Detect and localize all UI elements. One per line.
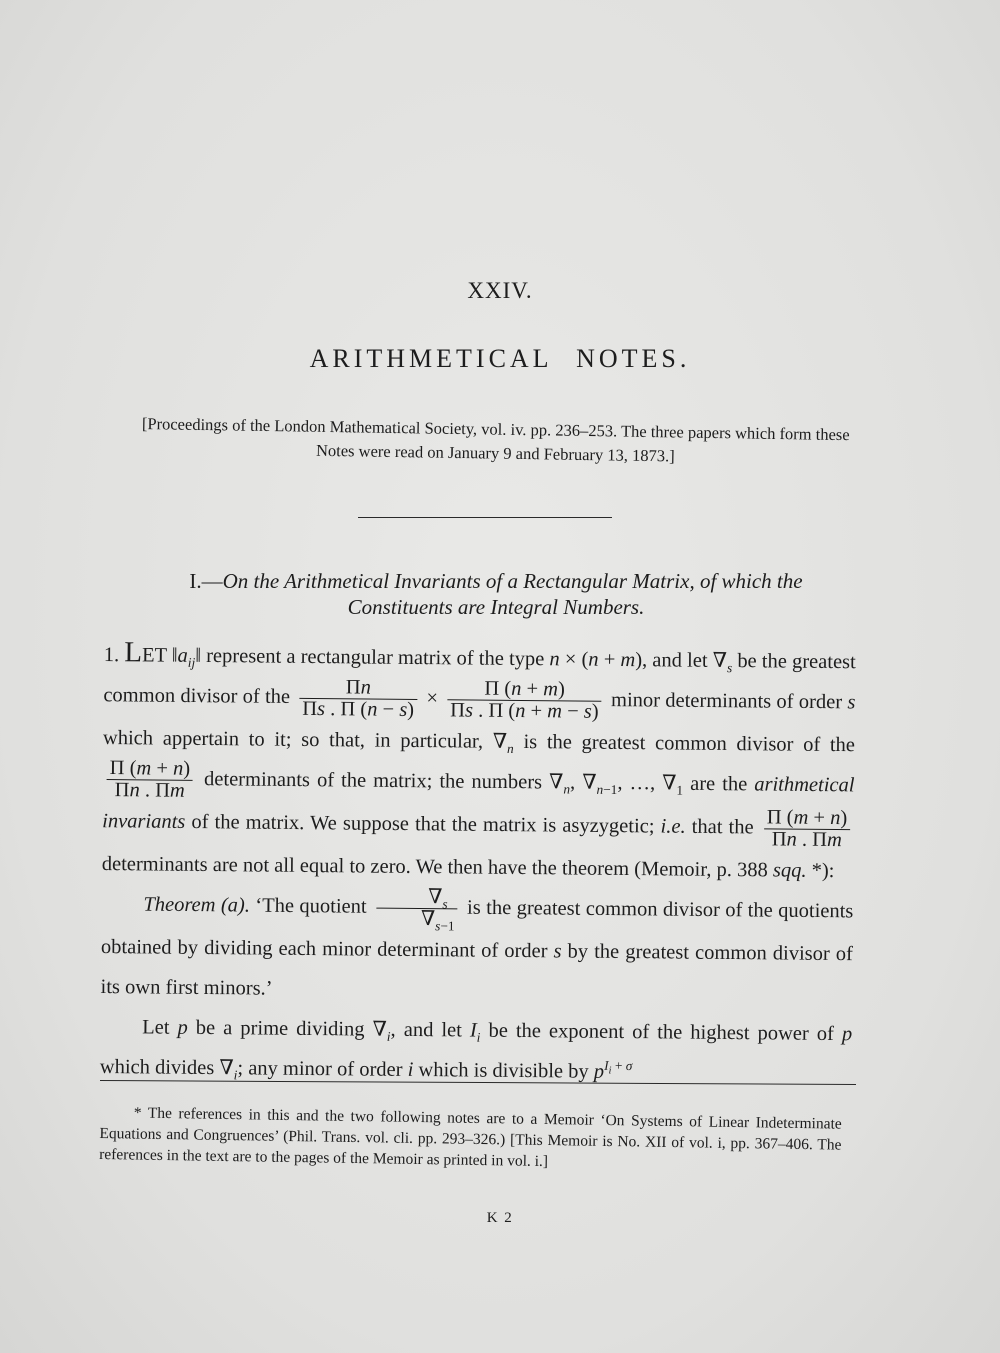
math-fraction: $\frac{\nabla_s}{\nabla_{s-1}}$ [376, 887, 458, 931]
paragraph-text: Let [142, 1016, 178, 1039]
paragraph-text: , and let [390, 1018, 471, 1042]
dropcap: L [124, 636, 143, 669]
italic-abbrev: i.e. [660, 815, 686, 838]
paragraph-text: be a prime dividing [187, 1016, 373, 1041]
math-power: $p^{I_i + \sigma}$ [593, 1057, 633, 1083]
math-nabla-n: $\nabla_n$ [492, 730, 514, 757]
math-var: p [841, 1023, 853, 1046]
math-var: p [177, 1016, 188, 1039]
body-text [100, 632, 856, 1094]
paragraph-text: , and let [641, 649, 713, 672]
paragraph-text: of the matrix. We suppose that the matrix is asyzygetic; [185, 810, 661, 838]
math-var: s [553, 940, 562, 963]
paragraph-text: is the greatest common divisor of the [513, 730, 856, 757]
math-var: s [847, 691, 856, 714]
paragraph-text: that the [685, 815, 760, 839]
paper-title: ARITHMETICAL NOTES. [309, 344, 691, 373]
paragraph-number: 1. [103, 643, 120, 667]
math-fraction: $\frac{\Pi (n + m)}{\Pi s . \Pi (n + m - s)}$ [447, 678, 602, 722]
paragraph-text: minor determinants of order [605, 689, 848, 714]
theorem-text: is the greatest common divisor of the quotients obtained by dividing each minor determinant of order [100, 896, 854, 963]
math-fraction: $\frac{\Pi n}{\Pi s . \Pi (n - s)}$ [299, 677, 417, 721]
smallcaps-word: ET [141, 644, 167, 667]
math-fraction: $\frac{\Pi (m + n)}{\Pi n . \Pi m}$ [106, 758, 193, 802]
italic-abbrev: sqq. [772, 859, 807, 882]
paragraph-text: are the [683, 772, 755, 796]
source-note: [Proceedings of the London Mathematical Society, vol. iv. pp. 236–253. The three papers which form these Notes were read on January 9 and February 13, 1873.] [141, 414, 850, 466]
paragraph-text: *): [806, 859, 835, 883]
theorem-label: Theorem (a). [143, 893, 251, 917]
italic-term: arithmetical invariants [102, 773, 855, 833]
section-heading-number: I.— [189, 569, 223, 593]
paragraph-text: represent a rectangular matrix of the type [200, 644, 550, 671]
page-signature: K 2 [486, 1210, 514, 1226]
theorem-text: ‘The quotient [249, 894, 373, 918]
paragraph-text: which appertain to it; so that, in particular, [102, 726, 493, 753]
paragraph-text: determinants are not all equal to zero. We then have the theorem (Memoir, p. 388 [101, 852, 774, 882]
section-heading-text: On the Arithmetical Invariants of a Rectangular Matrix, of which the Constituents are Integral Numbers. [222, 569, 803, 619]
paragraph-text: be the exponent of the highest power of [480, 1019, 843, 1046]
paragraph-1: 1. LET $‖a_{ij}‖$ represent a rectangular matrix of the type n × (n + m), and let $\nabla_s$ be the greatest common divisor of the $\frac{\Pi n}{\Pi s . \Pi (n - s)}$ × $\frac{\Pi (n + m)}{\Pi s . \Pi (n + m - s)}$ minor determinants of order s which appertain to it; so that, in particular, $\nabla_n$ is the greatest common divisor of the $\frac{\Pi (m + n)}{\Pi n . \Pi m}$ determinants of the matrix; the numbers $\nabla_n$, $\nabla_{n-1}$, …, $\nabla_1$ are the arithmetical invariants of the matrix. We suppose that the matrix is asyzygetic; i.e. that the $\frac{\Pi (m + n)}{\Pi n . \Pi m}$ determinants are not all equal to zero. We then have the theorem (Memoir, p. 388 sqq. *): [101, 636, 856, 883]
math-exponent: $I_i$ [469, 1019, 481, 1045]
paragraph-text: determinants of the matrix; the numbers [196, 768, 550, 794]
math-nabla-i: $\nabla_i$ [219, 1057, 238, 1083]
paragraph-text: ; any minor of order [237, 1057, 408, 1081]
footnote: * The references in this and the two following notes are to a Memoir ‘On Systems of Linear Indeterminate Equations and Congruences’ (Phil. Trans. vol. cli. pp. 293–326.) [This Memoir is No. XII of vol. i, pp. 367–406. The references in the text are to the pages of the Memoir as printed in vol. i.] [99, 1104, 842, 1171]
chapter-number: XXIV. [467, 278, 533, 303]
math-nabla-i: $\nabla_i$ [372, 1018, 391, 1044]
paragraph-text: be the greatest common divisor of the [103, 650, 856, 709]
theorem-a [100, 884, 853, 1014]
math-invariants: $\nabla_n$, $\nabla_{n-1}$, …, $\nabla_1$ [549, 771, 684, 798]
paragraph-text: which is divisible by [413, 1058, 594, 1083]
title-divider [358, 517, 612, 518]
math-var: i [407, 1058, 414, 1081]
math-fraction: $\frac{\Pi (m + n)}{\Pi n . \Pi m}$ [763, 807, 850, 851]
paragraph-text: which divides [99, 1055, 220, 1080]
math-nabla-s: $\nabla_s$ [712, 649, 733, 676]
theorem-text: by the greatest common divisor of its own first minors.’ [100, 940, 854, 1000]
section-heading [140, 568, 852, 620]
math-type: n × (n + m) [549, 648, 643, 672]
math-matrix: $‖a_{ij}‖$ [171, 644, 202, 670]
